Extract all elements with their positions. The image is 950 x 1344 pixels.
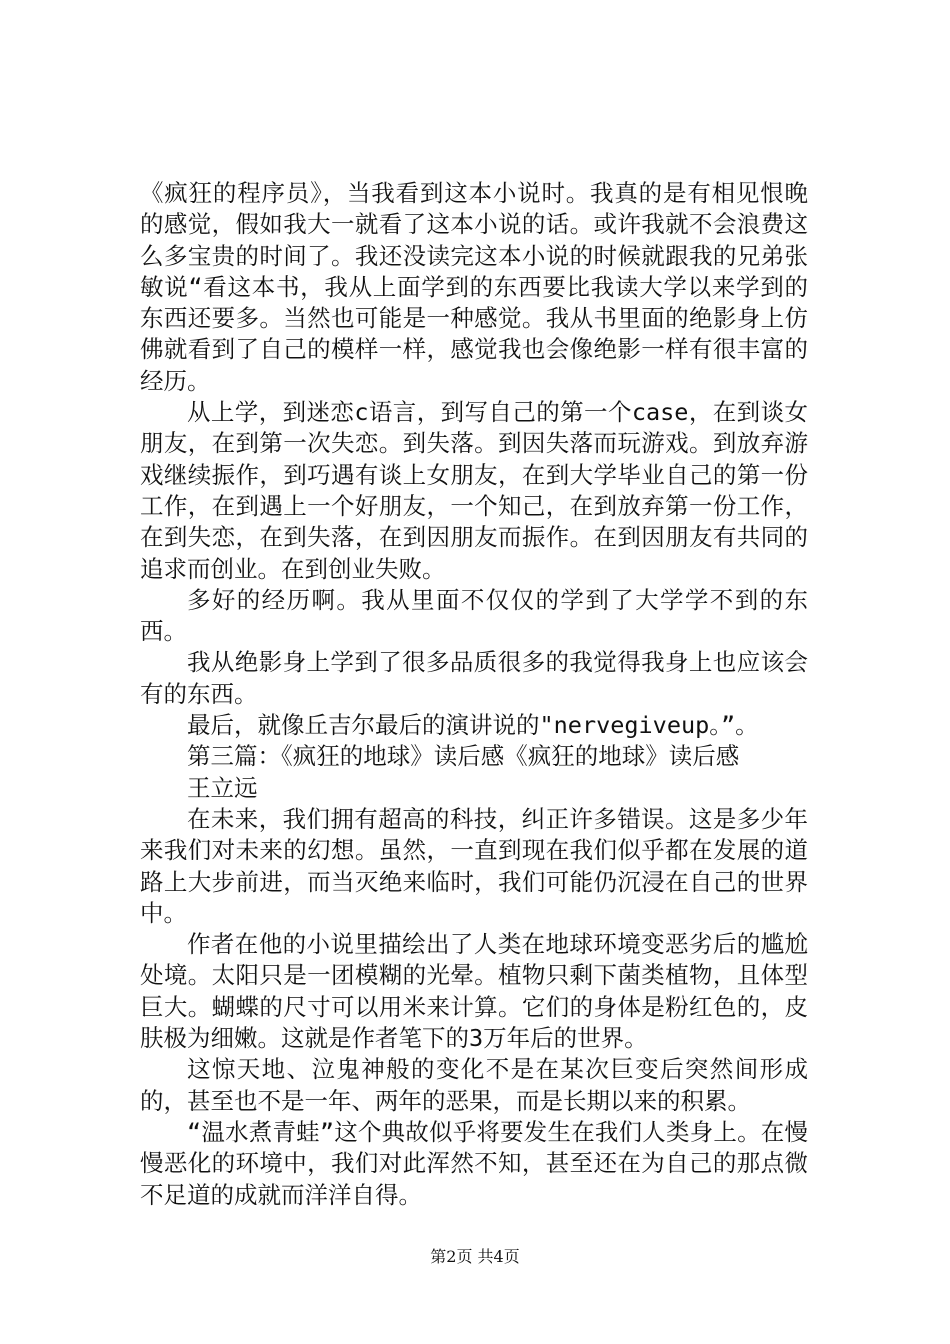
paragraph-7: 作者在他的小说里描绘出了人类在地球环境变恶劣后的尴尬处境。太阳只是一团模糊的光晕。植物只剩下菌类植物，且体型巨大。蝴蝶的尺寸可以用米来计算。它们的身体是粉红色的，皮肤极为细嫩。这就是作者笔下的3万年后的世界。: [140, 930, 808, 1053]
paragraph-4: 我从绝影身上学到了很多品质很多的我觉得我身上也应该会有的东西。: [140, 648, 808, 708]
paragraph-9: “温水煮青蛙”这个典故似乎将要发生在我们人类身上。在慢慢恶化的环境中，我们对此浑然不知，甚至还在为自己的那点微不足道的成就而洋洋自得。: [140, 1117, 808, 1209]
paragraph-3: 多好的经历啊。我从里面不仅仅的学到了大学学不到的东西。: [140, 585, 808, 646]
section-heading: 第三篇：《疯狂的地球》读后感《疯狂的地球》读后感: [187, 742, 740, 771]
author-name: 王立远: [187, 773, 258, 802]
paragraph-6: 在未来，我们拥有超高的科技，纠正许多错误。这是多少年来我们对未来的幻想。虽然，一直到现在我们似乎都在发展的道路上大步前进，而当灭绝来临时，我们可能仍沉浸在自己的世界中。: [140, 804, 808, 927]
document-body: [140, 178, 808, 1211]
paragraph-1: 《疯狂的程序员》，当我看到这本小说时。我真的是有相见恨晚的感觉，假如我大一就看了这本小说的话。或许我就不会浪费这么多宝贵的时间了。我还没读完这本小说的时候就跟我的兄弟张敏说“看这本书，我从上面学到的东西要比我读大学以来学到的东西还要多。当然也可能是一种感觉。我从书里面的绝影身上仿佛就看到了自己的模样一样，感觉我也会像绝影一样有很丰富的经历。: [140, 179, 808, 395]
paragraph-8: 这惊天地、泣鬼神般的变化不是在某次巨变后突然间形成的，甚至也不是一年、两年的恶果，而是长期以来的积累。: [140, 1055, 808, 1115]
page-footer: 第2页 共4页: [430, 1247, 520, 1266]
paragraph-2: 从上学，到迷恋c语言，到写自己的第一个case，在到谈女朋友，在到第一次失恋。到失落。到因失落而玩游戏。到放弃游戏继续振作，到巧遇有谈上女朋友，在到大学毕业自己的第一份工作，在到遇上一个好朋友，一个知己，在到放弃第一份工作，在到失恋，在到失落，在到因朋友而振作。在到因朋友有共同的追求而创业。在到创业失败。: [140, 398, 808, 583]
paragraph-5: 最后，就像丘吉尔最后的演讲说的"nervegiveup。”。: [187, 711, 759, 740]
